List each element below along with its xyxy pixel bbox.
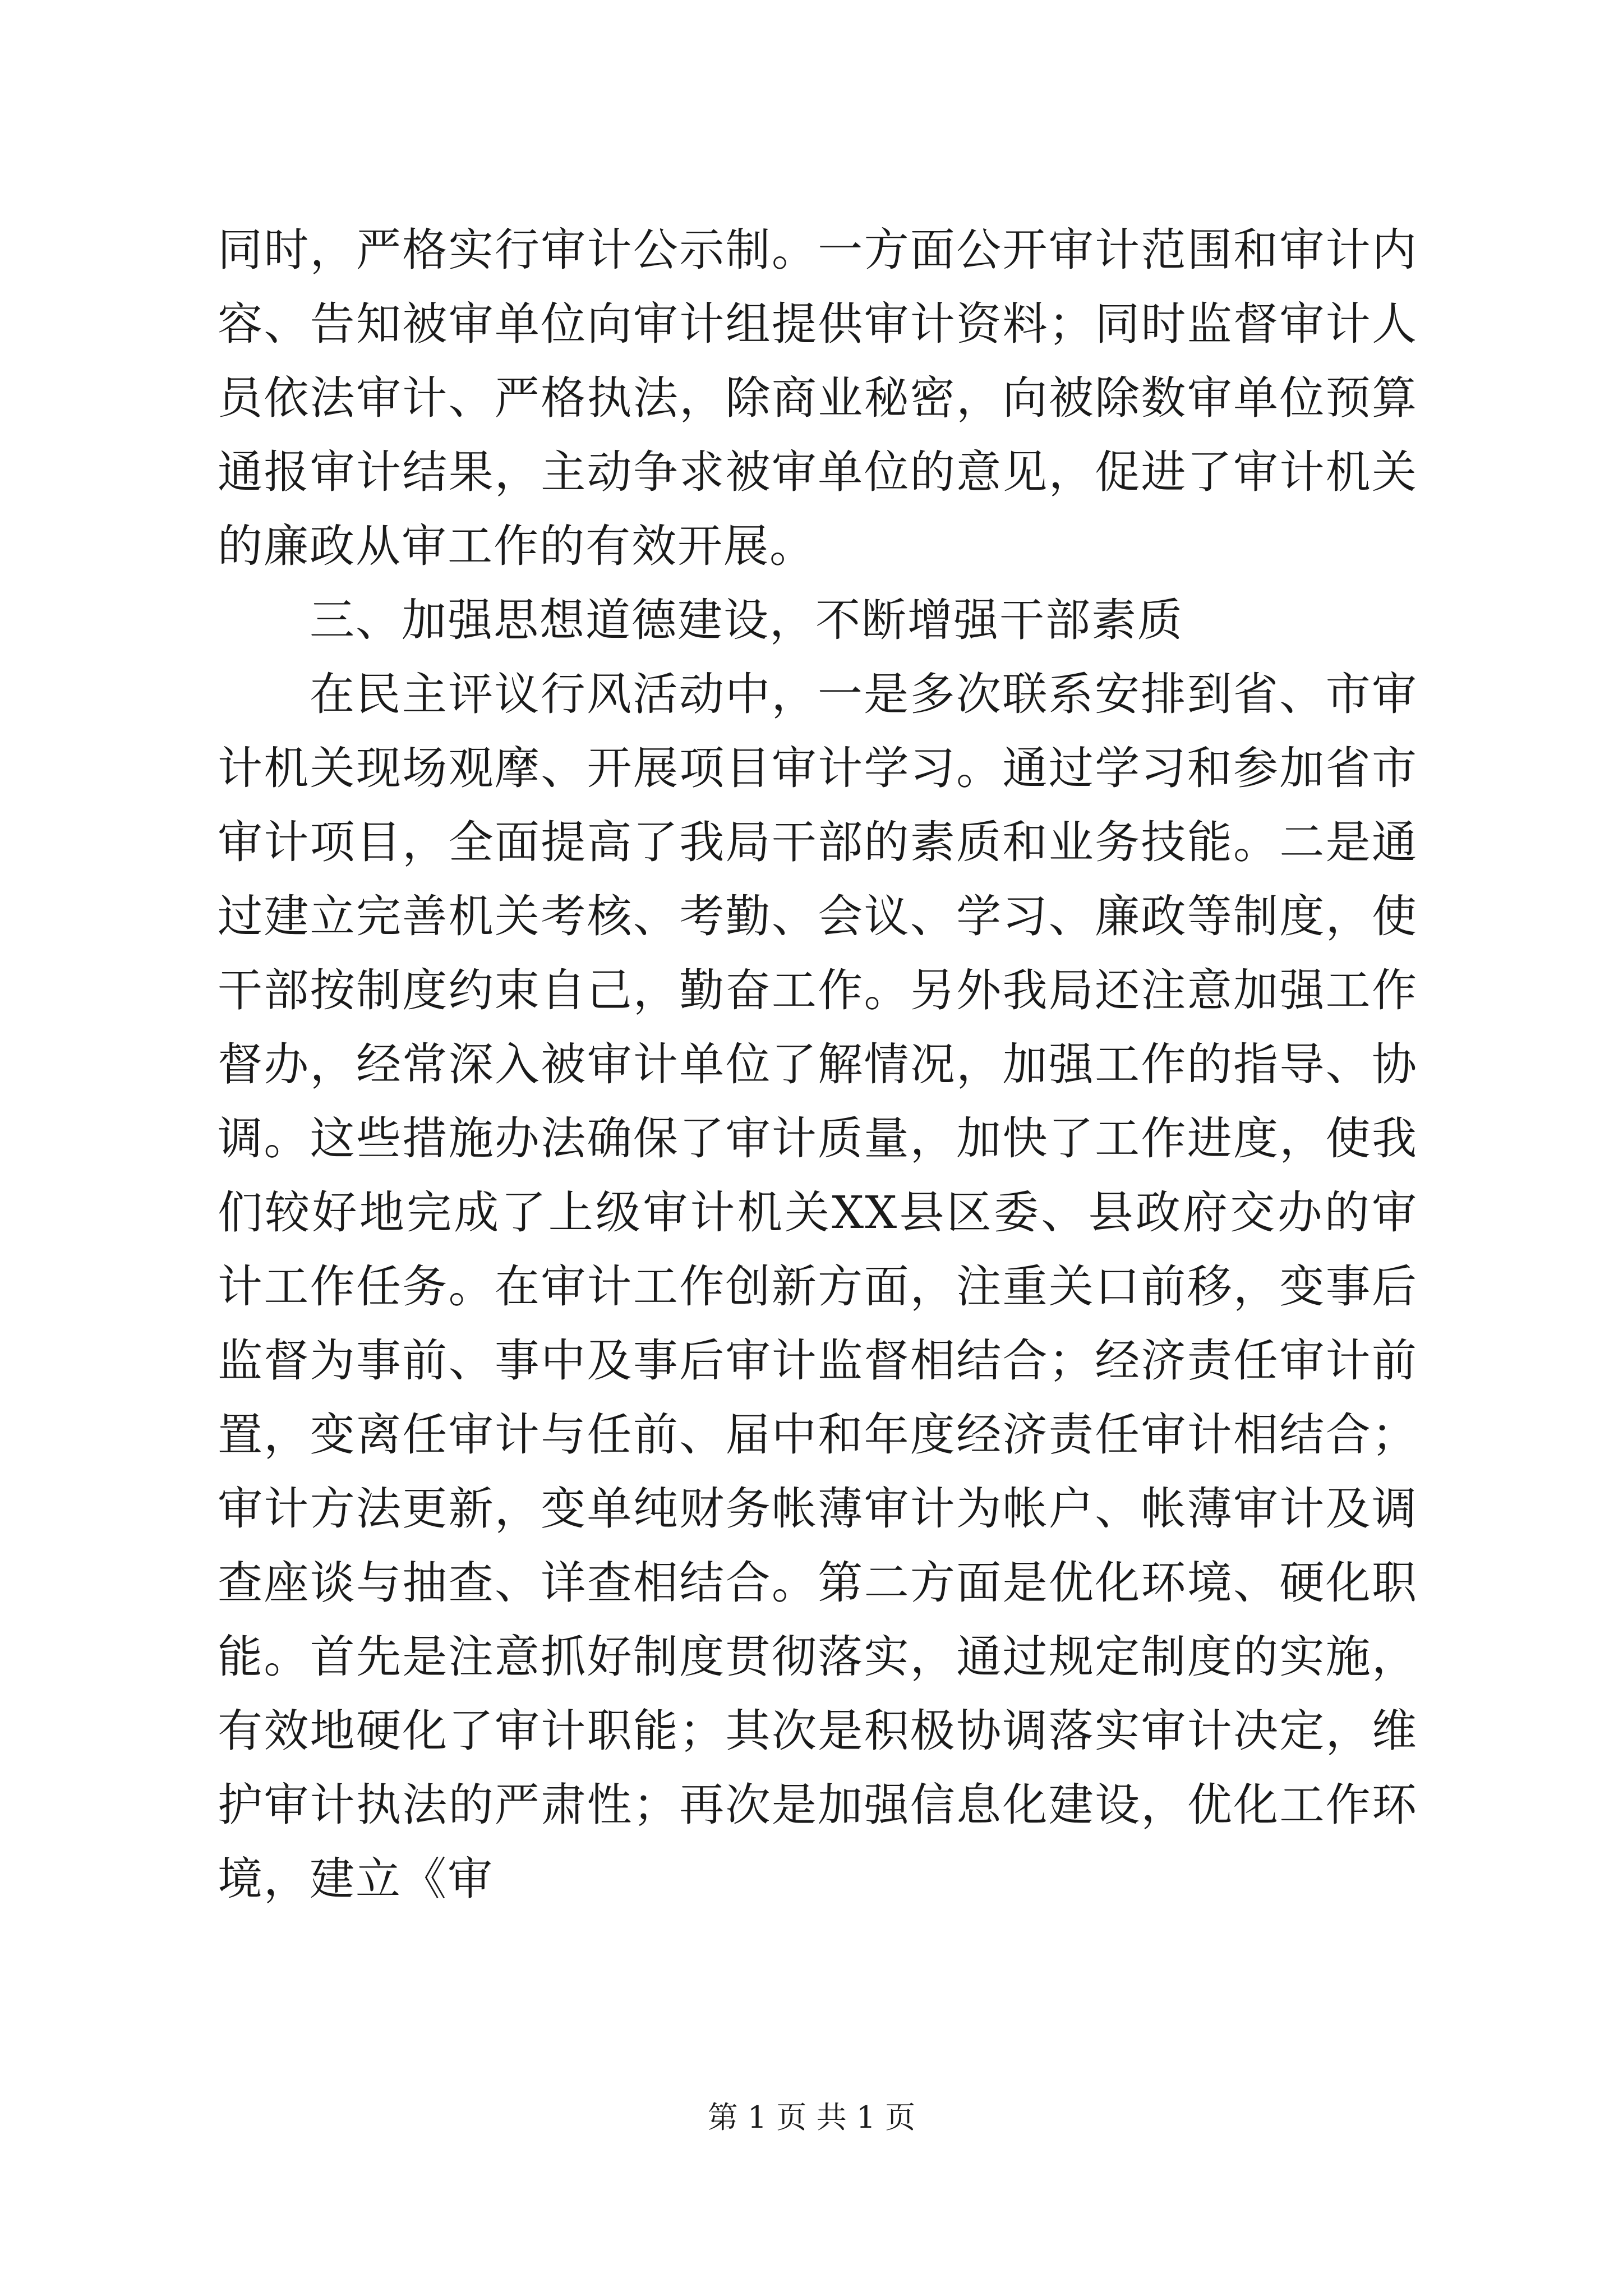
section-heading: 三、加强思想道德建设，不断增强干部素质 bbox=[310, 594, 1183, 646]
paragraph-body: 在民主评议行风活动中，一是多次联系安排到省、市审计机关现场观摩、开展项目审计学习。通过学习和参加省市审计项目，全面提高了我局干部的素质和业务技能。二是通过建立完善机关考核、考勤、会议、学习、廉政等制度，使干部按制度约束自己，勤奋工作。另外我局还注意加强工作督办，经常深入被审计单位了解情况，加强工作的指导、协调。这些措施办法确保了审计质量，加快了工作进度，使我们较好地完成了上级审计机关XX县区委、县政府交办的审计工作任务。在审计工作创新方面，注重关口前移，变事后监督为事前、事中及事后审计监督相结合；经济责任审计前置，变离任审计与任前、届中和年度经济责任审计相结合；审计方法更新，变单纯财务帐薄审计为帐户、帐薄审计及调查座谈与抽查、详查相结合。第二方面是优化环境、硬化职能。首先是注意抓好制度贯彻落实，通过规定制度的实施，有效地硬化了审计职能；其次是积极协调落实审计决定，维护审计执法的严肃性；再次是加强信息化建设，优化工作环境，建立《审 bbox=[218, 668, 1418, 1905]
document-body bbox=[218, 213, 1418, 1916]
page-footer: 第 1 页 共 1 页 bbox=[707, 2100, 916, 2135]
paragraph-continuation: 同时，严格实行审计公示制。一方面公开审计范围和审计内容、告知被审单位向审计组提供审计资料；同时监督审计人员依法审计、严格执法，除商业秘密，向被除数审单位预算通报审计结果，主动争求被审单位的意见，促进了审计机关的廉政从审工作的有效开展。 bbox=[218, 224, 1418, 572]
